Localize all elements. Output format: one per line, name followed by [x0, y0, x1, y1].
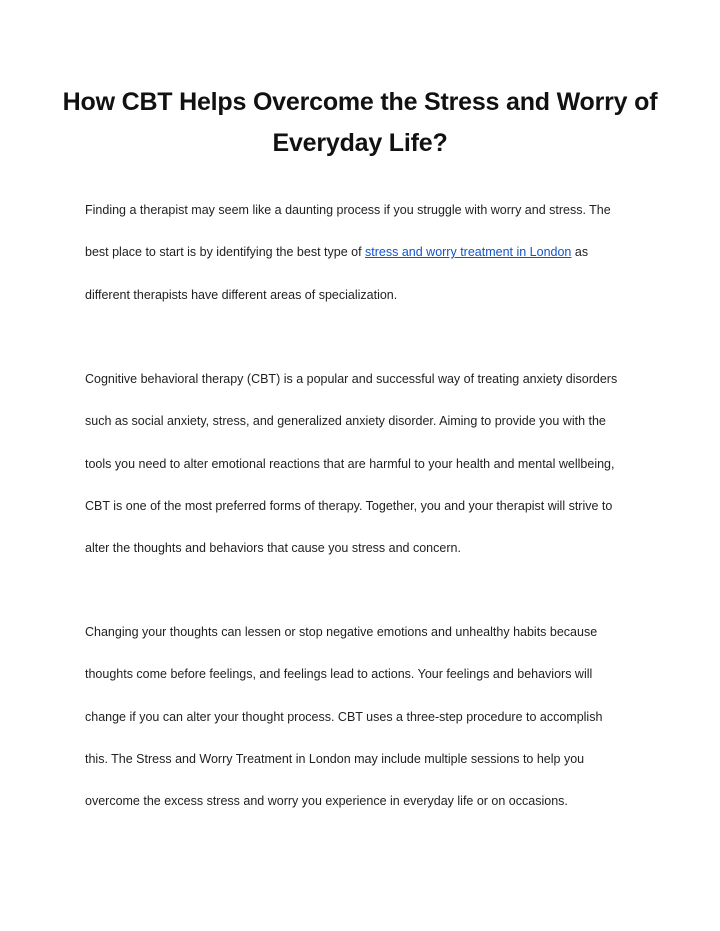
page-title: How CBT Helps Overcome the Stress and Worry of Everyday Life? — [62, 88, 658, 157]
paragraph-line: alter the thoughts and behaviors that cause you stress and concern. — [85, 541, 461, 556]
stress-worry-treatment-link[interactable]: stress and worry treatment in London — [365, 245, 572, 260]
paragraph-intro — [85, 189, 641, 316]
paragraph-line: CBT is one of the most preferred forms of therapy. Together, you and your therapist will strive to — [85, 498, 613, 513]
paragraph-line: this. The Stress and Worry Treatment in London may include multiple sessions to help you — [85, 751, 585, 766]
paragraph-line: different therapists have different areas of specialization. — [85, 287, 398, 302]
link-trail-text: as — [571, 245, 589, 260]
paragraph-line: thoughts come before feelings, and feelings lead to actions. Your feelings and behaviors will — [85, 667, 593, 682]
paragraph-line: Finding a therapist may seem like a daunting process if you struggle with worry and stress. The — [85, 203, 611, 217]
paragraph-cbt-overview — [85, 358, 641, 569]
paragraph-line: tools you need to alter emotional reactions that are harmful to your health and mental wellbeing, — [85, 456, 615, 471]
paragraph-line: such as social anxiety, stress, and generalized anxiety disorder. Aiming to provide you with the — [85, 414, 606, 429]
paragraph-line: Changing your thoughts can lessen or stop negative emotions and unhealthy habits because — [85, 625, 598, 639]
paragraph-line: overcome the excess stress and worry you experience in everyday life or on occasions. — [85, 794, 568, 809]
paragraph-line: change if you can alter your thought process. CBT uses a three-step procedure to accomplish — [85, 709, 603, 724]
paragraph-line: Cognitive behavioral therapy (CBT) is a popular and successful way of treating anxiety disorders — [85, 372, 618, 386]
paragraph-line-with-link — [85, 231, 641, 273]
paragraph-changing-thoughts — [85, 611, 641, 822]
link-lead-text: best place to start is by identifying the best type of — [85, 245, 366, 260]
